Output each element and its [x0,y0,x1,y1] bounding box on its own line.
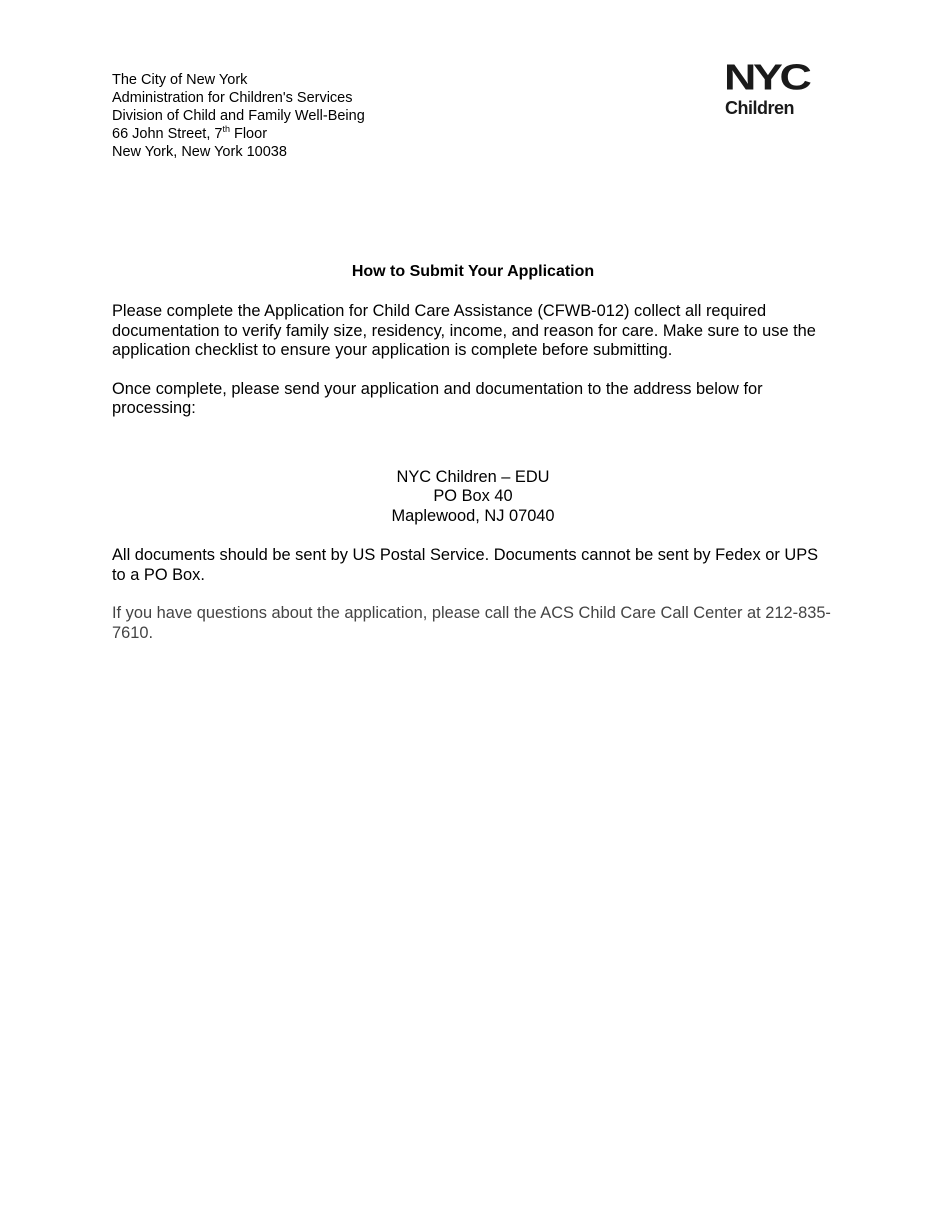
street-floor-text: Floor [229,126,268,142]
postal-service-paragraph: All documents should be sent by US Postal Service. Documents cannot be sent by Fedex or UPS to a PO Box. [112,546,819,584]
logo-children-text: Children [725,98,795,118]
address-line-po-box: PO Box 40 [433,487,513,505]
letterhead-line-division: Division of Child and Family Well-Being [112,108,365,124]
mailing-address [112,468,834,527]
street-text: 66 John Street, 7 [112,126,223,142]
send-application-paragraph: Once complete, please send your application and documentation to the address below for processing: [112,379,763,417]
letterhead-line-city-state-zip: New York, New York 10038 [112,144,287,160]
logo-nyc-mark: NYC [724,58,809,98]
questions-contact-paragraph: If you have questions about the application, please call the ACS Child Care Call Center at 212-835-7610. [112,604,831,642]
letterhead-address [112,71,365,161]
letterhead-line-city: The City of New York [112,72,248,88]
document-body [112,262,834,662]
address-line-city-state-zip: Maplewood, NJ 07040 [391,506,555,525]
document-title: How to Submit Your Application [351,263,595,280]
nyc-children-logo [724,58,826,120]
letterhead-line-agency: Administration for Children's Services [112,90,353,106]
street-ordinal-suffix: th [222,124,230,135]
instructions-paragraph: Please complete the Application for Child Care Assistance (CFWB-012) collect all required documentation to verify family size, residency, income, and reason for care. Make sure to use the application checklist to ensure your application is complete before submitting. [112,302,816,359]
address-line-recipient: NYC Children – EDU [396,467,550,486]
letterhead-line-street [112,125,365,143]
